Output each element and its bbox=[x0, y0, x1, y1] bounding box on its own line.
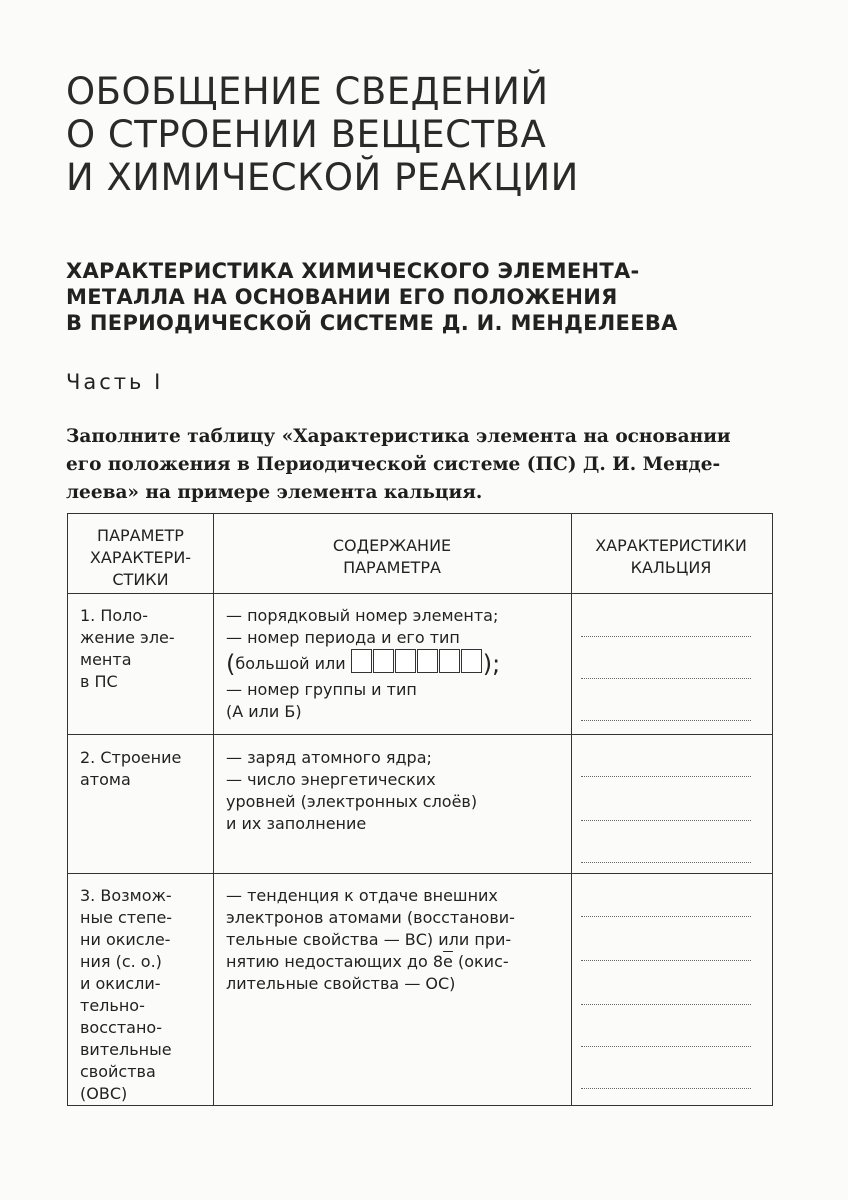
main-title-line-2: О СТРОЕНИИ ВЕЩЕСТВА bbox=[66, 113, 547, 156]
table-column-divider bbox=[571, 514, 572, 1105]
answer-box[interactable] bbox=[373, 649, 394, 673]
answer-line[interactable] bbox=[581, 678, 751, 679]
answer-box[interactable] bbox=[417, 649, 438, 673]
answer-box[interactable] bbox=[439, 649, 460, 673]
main-title bbox=[66, 70, 626, 199]
answer-box[interactable] bbox=[395, 649, 416, 673]
table-row-divider bbox=[68, 593, 772, 594]
answer-line[interactable] bbox=[581, 1046, 751, 1047]
row-1-param: 1. Поло- жение эле- мента в ПС bbox=[80, 606, 175, 691]
instruction-line-1: Заполните таблицу «Характеристика элемента на основании bbox=[66, 426, 731, 447]
section-title-line-3: В ПЕРИОДИЧЕСКОЙ СИСТЕМЕ Д. И. МЕНДЕЛЕЕВА bbox=[66, 311, 678, 335]
part-label: Часть I bbox=[66, 370, 164, 394]
row-1-content: — порядковый номер элемента; — номер периода и его тип (большой или ); — номер группы и тип (А или Б) bbox=[226, 606, 501, 721]
answer-line[interactable] bbox=[581, 720, 751, 721]
table-row-divider bbox=[68, 734, 772, 735]
answer-line[interactable] bbox=[581, 862, 751, 863]
instruction-text bbox=[66, 423, 782, 507]
answer-box[interactable] bbox=[461, 649, 482, 673]
answer-line[interactable] bbox=[581, 916, 751, 917]
answer-line[interactable] bbox=[581, 820, 751, 821]
answer-line[interactable] bbox=[581, 636, 751, 637]
table-column-divider bbox=[213, 514, 214, 1105]
main-title-line-3: И ХИМИЧЕСКОЙ РЕАКЦИИ bbox=[66, 156, 579, 199]
header-calcium: ХАРАКТЕРИСТИКИ КАЛЬЦИЯ bbox=[595, 536, 747, 577]
header-param: ПАРАМЕТР ХАРАКТЕРИ- СТИКИ bbox=[89, 526, 192, 589]
answer-boxes bbox=[351, 649, 483, 679]
answer-line[interactable] bbox=[581, 960, 751, 961]
characteristics-table bbox=[67, 513, 773, 1106]
period-type-line: (большой или ); bbox=[226, 650, 501, 678]
table-row-divider bbox=[68, 873, 772, 874]
row-2-param: 2. Строение атома bbox=[80, 748, 182, 789]
main-title-line-1: ОБОБЩЕНИЕ СВЕДЕНИЙ bbox=[66, 70, 549, 113]
row-3-param: 3. Возмож- ные степе- ни окисле- ния (с. о.) и окисли- тельно- восстано- вительные свойства (ОВС) bbox=[80, 886, 173, 1103]
electron-symbol: е bbox=[443, 952, 453, 971]
section-title-line-1: ХАРАКТЕРИСТИКА ХИМИЧЕСКОГО ЭЛЕМЕНТА- bbox=[66, 259, 640, 283]
section-title bbox=[66, 258, 786, 336]
row-2-content: — заряд атомного ядра; — число энергетических уровней (электронных слоёв) и их заполнение bbox=[226, 748, 478, 833]
answer-box[interactable] bbox=[351, 649, 372, 673]
instruction-line-2: его положения в Периодической системе (ПС) Д. И. Менде- bbox=[66, 454, 721, 475]
instruction-line-3: леева» на примере элемента кальция. bbox=[66, 482, 483, 503]
row-3-content: — тенденция к отдаче внешних электронов атомами (восстанови- тельные свойства — ВС) или при- нятию недостающих до 8е (окис- лительные свойства — ОС) bbox=[226, 886, 515, 993]
answer-line[interactable] bbox=[581, 1004, 751, 1005]
answer-line[interactable] bbox=[581, 776, 751, 777]
section-title-line-2: МЕТАЛЛА НА ОСНОВАНИИ ЕГО ПОЛОЖЕНИЯ bbox=[66, 285, 618, 309]
answer-line[interactable] bbox=[581, 1088, 751, 1089]
header-content: СОДЕРЖАНИЕ ПАРАМЕТРА bbox=[332, 536, 452, 577]
